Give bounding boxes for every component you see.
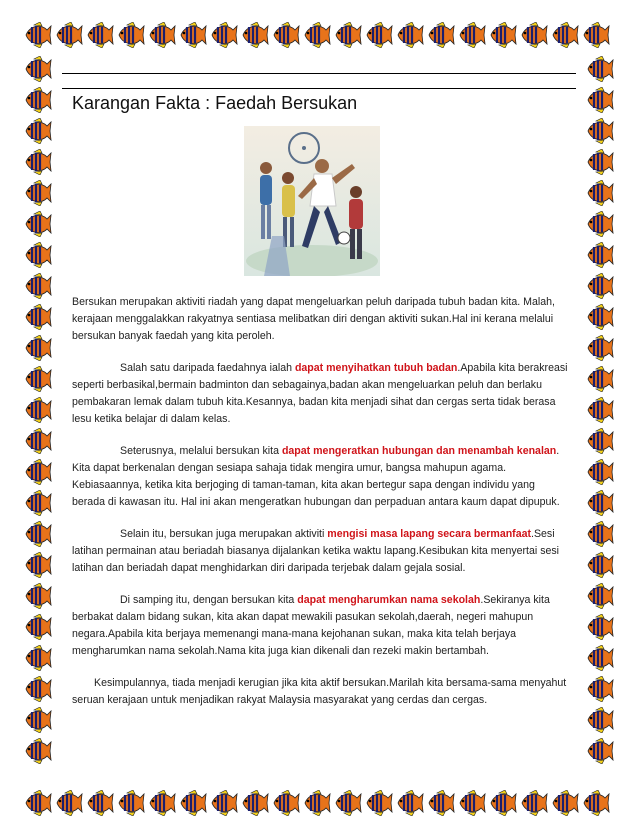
tropical-fish-icon (24, 87, 52, 113)
tropical-fish-icon (582, 790, 610, 816)
tropical-fish-icon (586, 397, 614, 423)
page-title: Karangan Fakta : Faedah Bersukan (72, 93, 358, 113)
tropical-fish-icon (334, 790, 362, 816)
tropical-fish-icon (241, 22, 269, 48)
paragraph-point-2 (72, 443, 568, 511)
tropical-fish-icon (586, 211, 614, 237)
tropical-fish-icon (86, 790, 114, 816)
highlight-phrase: dapat mengeratkan hubungan dan menambah kenalan (281, 445, 557, 457)
paragraph-conclusion (72, 675, 568, 709)
tropical-fish-icon (24, 211, 52, 237)
tropical-fish-icon (489, 790, 517, 816)
tropical-fish-icon (586, 273, 614, 299)
tropical-fish-icon (210, 790, 238, 816)
tropical-fish-icon (586, 428, 614, 454)
tropical-fish-icon (586, 645, 614, 671)
paragraph-text: Kesimpulannya, tiada menjadi kerugian jika kita aktif bersukan.Marilah kita bersama-sama menyahut seruan kerajaan untuk menjadikan rakyat Malaysia masyarakat yang cerdas dan cergas. (72, 677, 567, 706)
tropical-fish-icon (396, 22, 424, 48)
article-body (72, 294, 568, 724)
tropical-fish-icon (117, 790, 145, 816)
tropical-fish-icon (117, 22, 145, 48)
tropical-fish-icon (427, 22, 455, 48)
tropical-fish-icon (272, 790, 300, 816)
tropical-fish-icon (210, 22, 238, 48)
tropical-fish-icon (24, 180, 52, 206)
tropical-fish-icon (24, 738, 52, 764)
paragraph-text: Salah satu daripada faedahnya ialah (120, 362, 295, 374)
tropical-fish-icon (24, 521, 52, 547)
tropical-fish-icon (586, 521, 614, 547)
tropical-fish-icon (241, 790, 269, 816)
paragraph-text: .Sesi latihan permainan atau beriadah biasanya dijalankan ketika waktu lapang.Kesibukan kita menyertai sesi latihan dan beriadah dapat menghidarkan diri daripada terjebak dalam gejala sosial. (72, 528, 560, 574)
tropical-fish-icon (303, 790, 331, 816)
tropical-fish-icon (24, 56, 52, 82)
tropical-fish-icon (24, 645, 52, 671)
tropical-fish-icon (458, 22, 486, 48)
tropical-fish-icon (24, 149, 52, 175)
tropical-fish-icon (586, 242, 614, 268)
tropical-fish-icon (24, 459, 52, 485)
tropical-fish-icon (272, 22, 300, 48)
tropical-fish-icon (586, 149, 614, 175)
tropical-fish-icon (24, 397, 52, 423)
fish-border-bottom (24, 790, 610, 816)
tropical-fish-icon (586, 335, 614, 361)
fish-border-top (24, 22, 610, 48)
tropical-fish-icon (303, 22, 331, 48)
tropical-fish-icon (551, 22, 579, 48)
highlight-phrase: mengisi masa lapang secara bermanfaat (327, 528, 532, 540)
paragraph-text: .Sekiranya kita berbakat dalam bidang sukan, kita akan dapat mewakili pasukan sekolah,daerah, negeri mahupun negara.Apabila kita berjaya memenangi mana-mana kejohanan sukan, maka kita telah berjaya mengharumkan nama sekolah.Nama kita juga kian dikenali dan rezeki makin bertambah. (72, 594, 550, 657)
tropical-fish-icon (586, 87, 614, 113)
tropical-fish-icon (365, 790, 393, 816)
sports-illustration (244, 126, 380, 276)
tropical-fish-icon (24, 273, 52, 299)
tropical-fish-icon (586, 614, 614, 640)
tropical-fish-icon (586, 118, 614, 144)
tropical-fish-icon (24, 22, 52, 48)
tropical-fish-icon (24, 552, 52, 578)
tropical-fish-icon (586, 738, 614, 764)
tropical-fish-icon (148, 22, 176, 48)
tropical-fish-icon (520, 790, 548, 816)
tropical-fish-icon (55, 790, 83, 816)
header-rule-bottom (62, 88, 576, 89)
fish-border-left (24, 56, 52, 764)
tropical-fish-icon (586, 676, 614, 702)
paragraph-text: .Apabila kita berakreasi seperti berbasikal,bermain badminton dan sebagainya,badan akan mengeluarkan peluh dan berlaku pembakaran lemak dalam tubuh kita.Kesannya, badan kita menjadi sihat dan cergas serta tidak berasa lesu ketika belajar di dalam kelas. (72, 362, 568, 425)
tropical-fish-icon (24, 490, 52, 516)
tropical-fish-icon (458, 790, 486, 816)
tropical-fish-icon (24, 707, 52, 733)
tropical-fish-icon (148, 790, 176, 816)
tropical-fish-icon (24, 304, 52, 330)
tropical-fish-icon (427, 790, 455, 816)
tropical-fish-icon (179, 790, 207, 816)
highlight-phrase: dapat menyihatkan tubuh badan (294, 362, 458, 374)
paragraph-text: . Kita dapat berkenalan dengan sesiapa sahaja tidak mengira umur, bangsa mahupun agama. Kebiasaannya, ketika kita berjoging di taman-taman, kita akan bertegur sapa dengan individu yang berada di kawasan itu. Hal ini akan mengeratkan hubungan dan perpaduan antara kaum dapat dipupuk. (72, 445, 560, 508)
tropical-fish-icon (24, 335, 52, 361)
tropical-fish-icon (520, 22, 548, 48)
tropical-fish-icon (55, 22, 83, 48)
tropical-fish-icon (86, 22, 114, 48)
tropical-fish-icon (586, 56, 614, 82)
tropical-fish-icon (396, 790, 424, 816)
highlight-phrase: dapat mengharumkan nama sekolah (297, 594, 481, 606)
paragraph-text: Di samping itu, dengan bersukan kita (120, 594, 298, 606)
tropical-fish-icon (24, 242, 52, 268)
tropical-fish-icon (586, 180, 614, 206)
tropical-fish-icon (179, 22, 207, 48)
tropical-fish-icon (586, 304, 614, 330)
tropical-fish-icon (586, 366, 614, 392)
tropical-fish-icon (24, 790, 52, 816)
paragraph-point-1 (72, 360, 568, 428)
paragraph-intro (72, 294, 568, 345)
paragraph-text: Seterusnya, melalui bersukan kita (120, 445, 282, 457)
header-rule-top (62, 73, 576, 74)
tropical-fish-icon (586, 459, 614, 485)
tropical-fish-icon (551, 790, 579, 816)
tropical-fish-icon (24, 366, 52, 392)
tropical-fish-icon (24, 428, 52, 454)
tropical-fish-icon (24, 676, 52, 702)
tropical-fish-icon (489, 22, 517, 48)
paragraph-point-4 (72, 592, 568, 660)
tropical-fish-icon (582, 22, 610, 48)
tropical-fish-icon (586, 490, 614, 516)
paragraph-text: Bersukan merupakan aktiviti riadah yang dapat mengeluarkan peluh daripada tubuh badan kita. Malah, kerajaan menggalakkan rakyatnya sentiasa melibatkan diri dengan aktiviti sukan.Hal ini kerana melalui bersukan banyak faedah yang kita peroleh. (72, 296, 555, 342)
paragraph-text: Selain itu, bersukan juga merupakan aktiviti (120, 528, 328, 540)
fish-border-right (586, 56, 614, 764)
tropical-fish-icon (24, 583, 52, 609)
tropical-fish-icon (24, 614, 52, 640)
tropical-fish-icon (24, 118, 52, 144)
tropical-fish-icon (586, 552, 614, 578)
tropical-fish-icon (365, 22, 393, 48)
tropical-fish-icon (586, 707, 614, 733)
tropical-fish-icon (334, 22, 362, 48)
paragraph-point-3 (72, 526, 568, 577)
tropical-fish-icon (586, 583, 614, 609)
